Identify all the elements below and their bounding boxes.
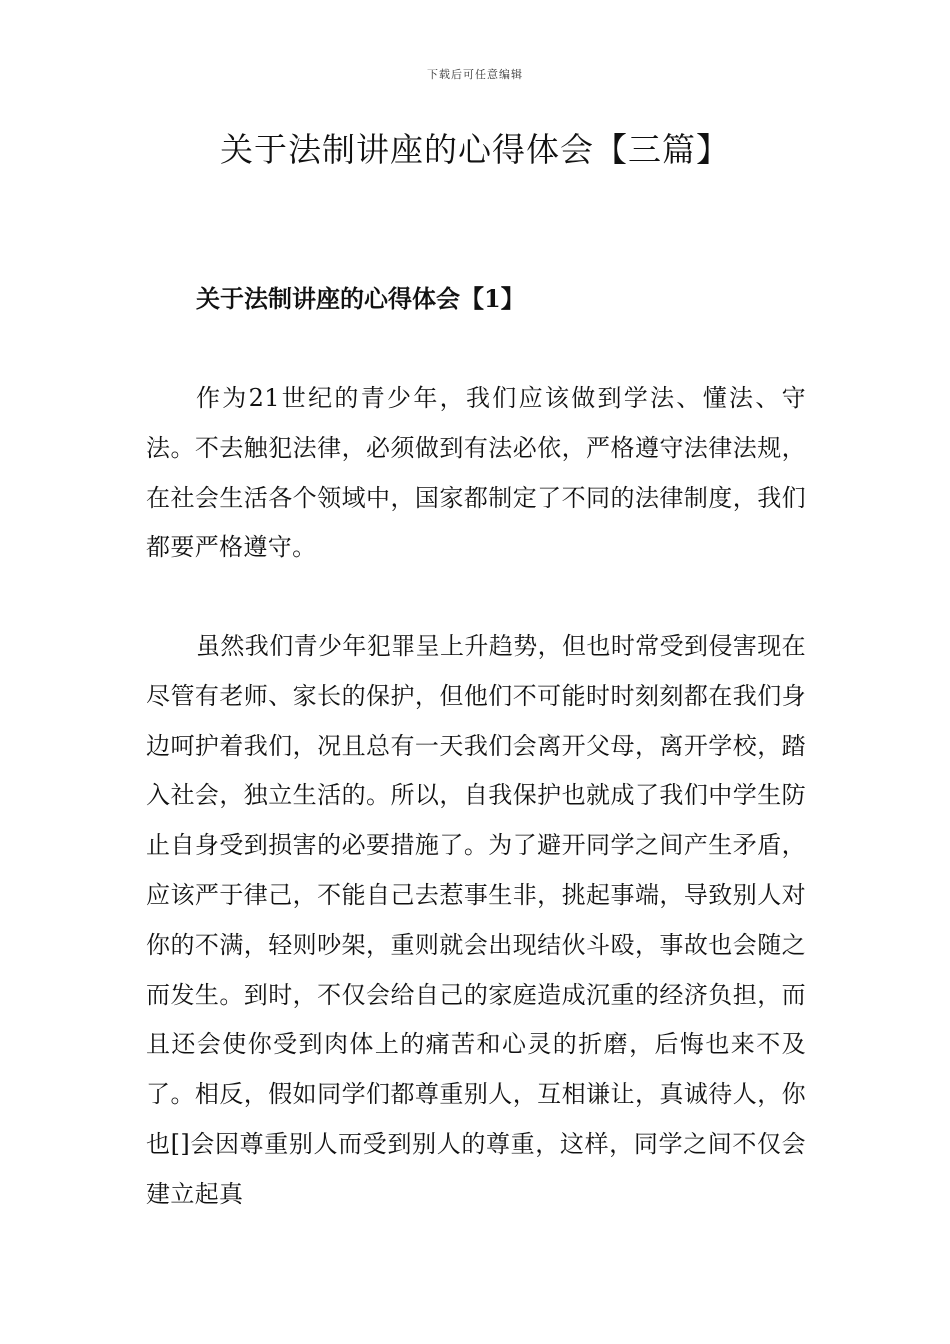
header-note: 下载后可任意编辑 (427, 68, 523, 81)
section-title: 关于法制讲座的心得体会【1】 (196, 284, 525, 313)
paragraph-1: 作为21世纪的青少年，我们应该做到学法、懂法、守法。不去触犯法律，必须做到有法必依，严格遵守法律法规，在社会生活各个领域中，国家都制定了不同的法律制度，我们都要严格遵守。 (146, 384, 806, 562)
paragraph-2: 虽然我们青少年犯罪呈上升趋势，但也时常受到侵害现在尽管有老师、家长的保护，但他们不可能时时刻刻都在我们身边呵护着我们，况且总有一天我们会离开父母，离开学校，踏入社会，独立生活的。所以，自我保护也就成了我们中学生防止自身受到损害的必要措施了。为了避开同学之间产生矛盾，应该严于律己，不能自己去惹事生非，挑起事端，导致别人对你的不满，轻则吵架，重则就会出现结伙斗殴，事故也会随之而发生。到时，不仅会给自己的家庭造成沉重的经济负担，而且还会使你受到肉体上的痛苦和心灵的折磨，后悔也来不及了。相反，假如同学们都尊重别人，互相谦让，真诚待人，你也[]会因尊重别人而受到别人的尊重，这样，同学之间不仅会建立起真 (146, 632, 806, 1208)
document-title: 关于法制讲座的心得体会【三篇】 (220, 130, 730, 169)
